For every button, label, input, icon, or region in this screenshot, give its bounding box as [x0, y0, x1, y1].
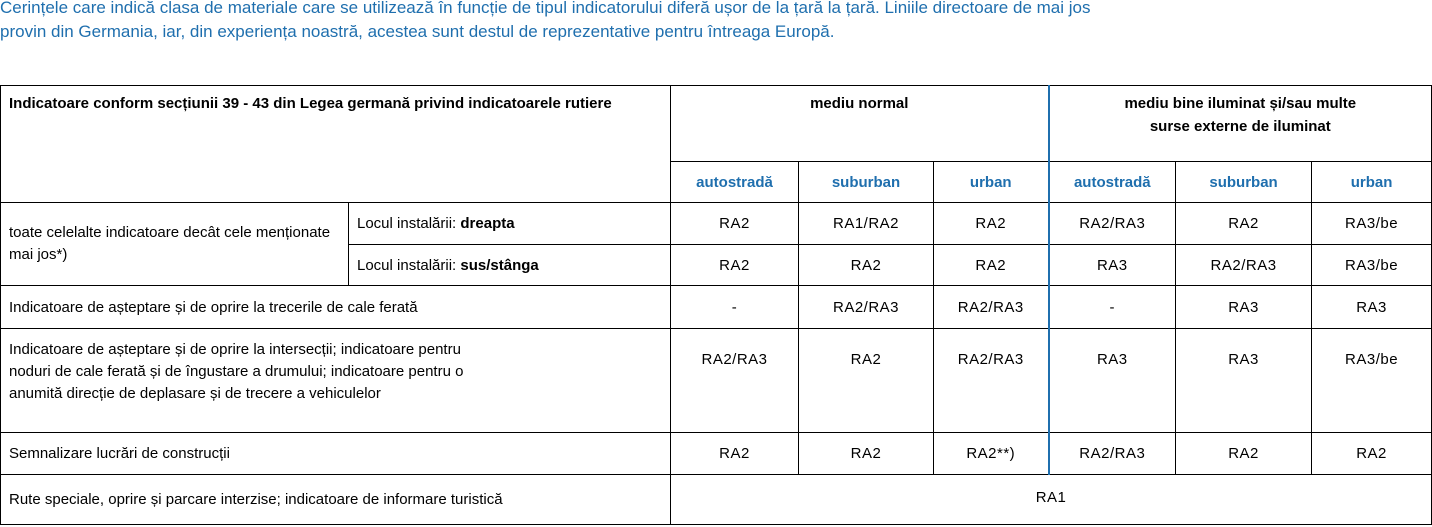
cell-value: RA1/RA2 [799, 203, 934, 245]
subheader-suburban-lit: suburban [1176, 162, 1312, 203]
cell-value: RA2 [671, 203, 799, 245]
cell-value: RA2 [671, 245, 799, 286]
cell-value: RA3 [1176, 286, 1312, 329]
header-lit-environment [1049, 86, 1432, 162]
cell-value: RA3/be [1312, 245, 1432, 286]
cell-value: RA2 [799, 433, 934, 475]
cell-value: RA3 [1049, 329, 1176, 433]
cell-value: RA3 [1049, 245, 1176, 286]
reflective-material-table [0, 85, 1432, 525]
install-location-top-left: Locul instalării: sus/stânga [349, 245, 671, 286]
header-sign-type: Indicatoare conform secțiunii 39 - 43 din Legea germană privind indicatoarele rutiere [1, 86, 671, 203]
cell-value: RA3/be [1312, 203, 1432, 245]
table-row [1, 475, 1432, 525]
table-row [1, 286, 1432, 329]
cell-value: RA3/be [1312, 329, 1432, 433]
table-row [1, 203, 1432, 245]
cell-value: - [1049, 286, 1176, 329]
row-label-other-signs: toate celelalte indicatoare decât cele menționate mai jos*) [1, 203, 349, 286]
cell-value: RA2 [799, 245, 934, 286]
subheader-suburban-normal: suburban [799, 162, 934, 203]
cell-value: RA3 [1312, 286, 1432, 329]
table-row [1, 433, 1432, 475]
install-location-right: Locul instalării: dreapta [349, 203, 671, 245]
header-normal-environment: mediu normal [671, 86, 1049, 162]
cell-value: RA2 [1176, 203, 1312, 245]
cell-value: RA2/RA3 [671, 329, 799, 433]
cell-value: RA3 [1176, 329, 1312, 433]
cell-value: RA2 [1176, 433, 1312, 475]
cell-value: - [671, 286, 799, 329]
cell-value: RA2 [799, 329, 934, 433]
subheader-urban-lit: urban [1312, 162, 1432, 203]
subheader-highway-normal: autostradă [671, 162, 799, 203]
cell-value: RA2/RA3 [934, 329, 1049, 433]
intro-line-1: Cerințele care indică clasa de materiale care se utilizează în funcție de tipul indicatorului diferă ușor de la țară la țară. Liniile directoare de mai jos [0, 0, 1091, 17]
intro-text [0, 0, 1432, 44]
header-lit-line-2: surse externe de iluminat [1149, 118, 1331, 135]
subheader-urban-normal: urban [934, 162, 1049, 203]
cell-value: RA2 [671, 433, 799, 475]
cell-value: RA2/RA3 [1049, 433, 1176, 475]
cell-value: RA2/RA3 [934, 286, 1049, 329]
cell-value: RA2/RA3 [799, 286, 934, 329]
cell-value: RA2 [934, 203, 1049, 245]
cell-value-ra1: RA1 [671, 475, 1432, 525]
cell-value: RA2/RA3 [1176, 245, 1312, 286]
header-lit-line-1: mediu bine iluminat și/sau multe [1124, 95, 1357, 112]
row-label-special-routes: Rute speciale, oprire și parcare interzise; indicatoare de informare turistică [1, 475, 671, 525]
cell-value: RA2**) [934, 433, 1049, 475]
row-label-railway-crossing: Indicatoare de așteptare și de oprire la trecerile de cale ferată [1, 286, 671, 329]
subheader-highway-lit: autostradă [1049, 162, 1176, 203]
table-row [1, 329, 1432, 433]
cell-value: RA2/RA3 [1049, 203, 1176, 245]
row-label-intersections: Indicatoare de așteptare și de oprire la intersecții; indicatoare pentru noduri de cale ferată și de îngustare a drumului; indicatoare pentru o anumită direcție de deplasare și de trecere a vehiculelor [1, 329, 671, 433]
cell-value: RA2 [1312, 433, 1432, 475]
cell-value: RA2 [934, 245, 1049, 286]
row-label-construction: Semnalizare lucrări de construcții [1, 433, 671, 475]
intro-line-2: provin din Germania, iar, din experiența noastră, acestea sunt destul de reprezentative pentru întreaga Europă. [0, 22, 835, 41]
